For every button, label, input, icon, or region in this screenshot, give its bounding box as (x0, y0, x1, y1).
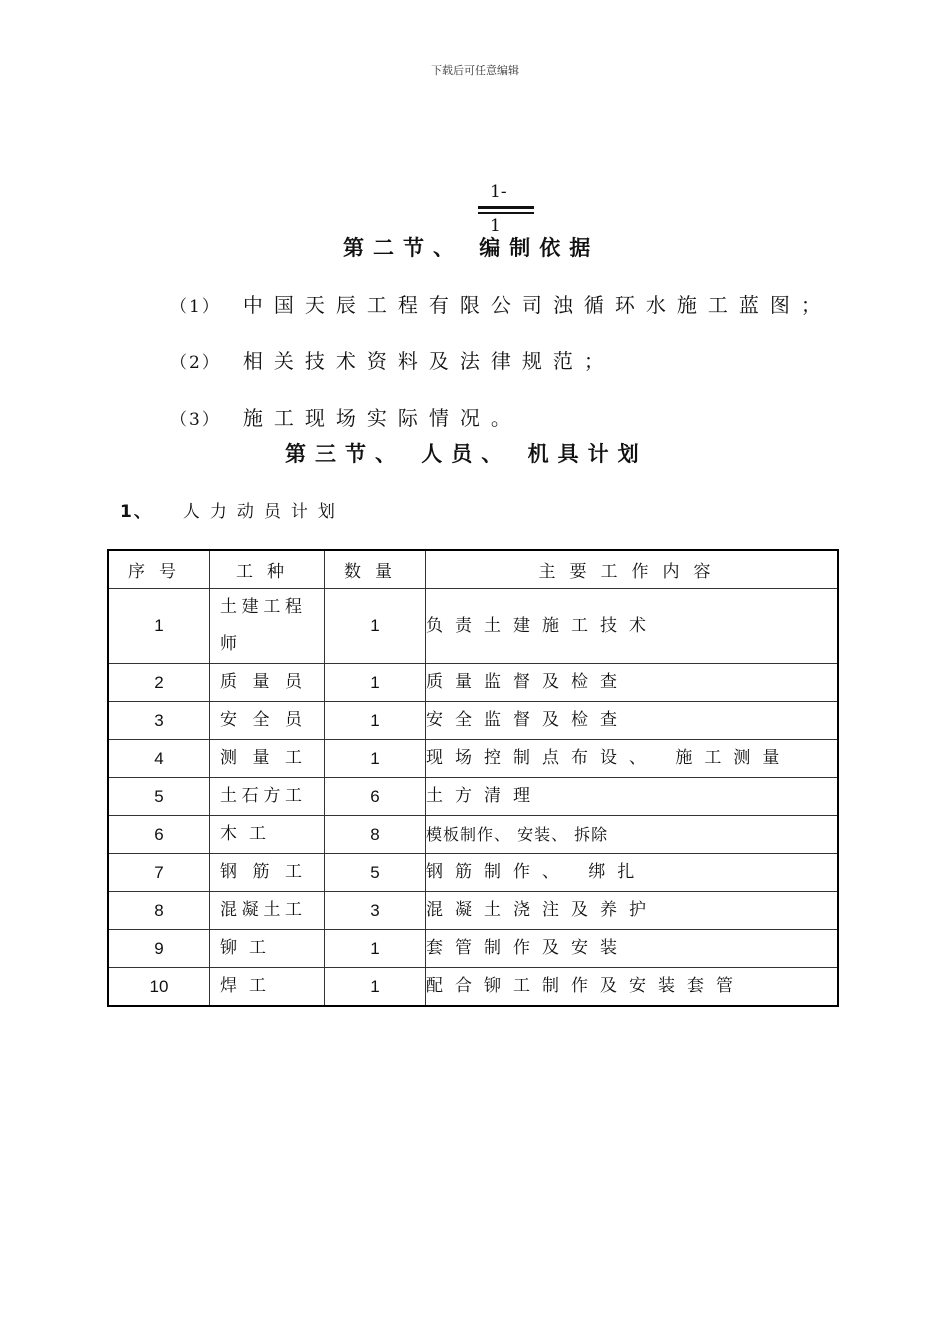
trade-name: 质量员 (220, 672, 302, 692)
reference-item-text: 相关技术资料及法律规范； (242, 349, 615, 373)
quantity: 1 (325, 968, 426, 1007)
table-row (108, 664, 838, 702)
table-row (108, 968, 838, 1007)
table-row (108, 892, 838, 930)
work-description: 混凝土浇注及养护 (426, 892, 839, 930)
quantity: 5 (325, 854, 426, 892)
trade-name: 土建工程师 (220, 597, 302, 654)
work-description: 负责土建施工技术 (426, 589, 839, 664)
subsection-title: 人力动员计划 (182, 502, 345, 522)
trade-cell (210, 816, 325, 854)
row-number: 2 (108, 664, 210, 702)
subsection-number: 1、 (120, 502, 153, 522)
trade-name: 木工 (220, 824, 278, 844)
trade-cell (210, 664, 325, 702)
quantity: 3 (325, 892, 426, 930)
row-number: 7 (108, 854, 210, 892)
row-number: 9 (108, 930, 210, 968)
reference-item-number: （1） (170, 297, 221, 317)
trade-cell (210, 702, 325, 740)
staffing-table (107, 549, 839, 1007)
table-row (108, 702, 838, 740)
header-main-work: 主要工作内容 (426, 550, 839, 589)
quantity: 6 (325, 778, 426, 816)
reference-item-number: （2） (170, 353, 221, 373)
page-number (478, 180, 538, 240)
subsection-heading (120, 497, 345, 522)
row-number: 3 (108, 702, 210, 740)
work-description: 套管制作及安装 (426, 930, 839, 968)
trade-cell (210, 892, 325, 930)
row-number: 8 (108, 892, 210, 930)
trade-name: 钢筋工 (220, 862, 302, 882)
row-number: 1 (108, 589, 210, 664)
table-row (108, 854, 838, 892)
header-seq: 序号 (108, 550, 210, 589)
page-number-top: 1- (490, 182, 507, 202)
reference-item-text: 施工现场实际情况。 (242, 406, 522, 430)
work-description: 土方清理 (426, 778, 839, 816)
trade-cell (210, 930, 325, 968)
table-row (108, 778, 838, 816)
row-number: 10 (108, 968, 210, 1007)
watermark-text: 下载后可任意编辑 (431, 64, 519, 77)
trade-cell (210, 778, 325, 816)
work-description: 质量监督及检查 (426, 664, 839, 702)
header-quantity: 数量 (325, 550, 426, 589)
reference-item-2 (170, 345, 615, 374)
trade-name: 焊工 (220, 976, 278, 996)
work-description: 钢筋制作、 绑扎 (426, 854, 839, 892)
work-description: 安全监督及检查 (426, 702, 839, 740)
table-row (108, 930, 838, 968)
reference-item-1 (170, 289, 832, 318)
trade-cell (210, 740, 325, 778)
section-2-heading: 第二节、 编制依据 (343, 236, 600, 260)
trade-name: 混凝土工 (220, 900, 302, 920)
quantity: 1 (325, 589, 426, 664)
row-number: 6 (108, 816, 210, 854)
header-trade: 工种 (210, 550, 325, 589)
page-number-bottom: 1 (490, 216, 501, 236)
reference-item-text: 中国天辰工程有限公司浊循环水施工蓝图； (242, 293, 832, 317)
reference-item-number: （3） (170, 410, 221, 430)
trade-name: 铆工 (220, 938, 278, 958)
table-row (108, 816, 838, 854)
table-header-row (108, 550, 838, 589)
page-number-rule (478, 206, 534, 209)
reference-item-3 (170, 402, 522, 431)
work-description: 现场控制点布设、 施工测量 (426, 740, 839, 778)
trade-cell (210, 589, 325, 664)
work-description: 配合铆工制作及安装套管 (426, 968, 839, 1007)
trade-name: 安全员 (220, 710, 302, 730)
quantity: 1 (325, 664, 426, 702)
quantity: 1 (325, 930, 426, 968)
quantity: 8 (325, 816, 426, 854)
trade-cell (210, 854, 325, 892)
row-number: 5 (108, 778, 210, 816)
quantity: 1 (325, 702, 426, 740)
trade-name: 测量工 (220, 748, 302, 768)
section-3-heading: 第三节、 人员、 机具计划 (285, 442, 648, 466)
page-number-rule-thin (478, 212, 534, 214)
row-number: 4 (108, 740, 210, 778)
work-description: 模板制作、 安装、 拆除 (426, 816, 839, 854)
trade-name: 土石方工 (220, 786, 302, 806)
table-row (108, 589, 838, 664)
trade-cell (210, 968, 325, 1007)
quantity: 1 (325, 740, 426, 778)
table-row (108, 740, 838, 778)
